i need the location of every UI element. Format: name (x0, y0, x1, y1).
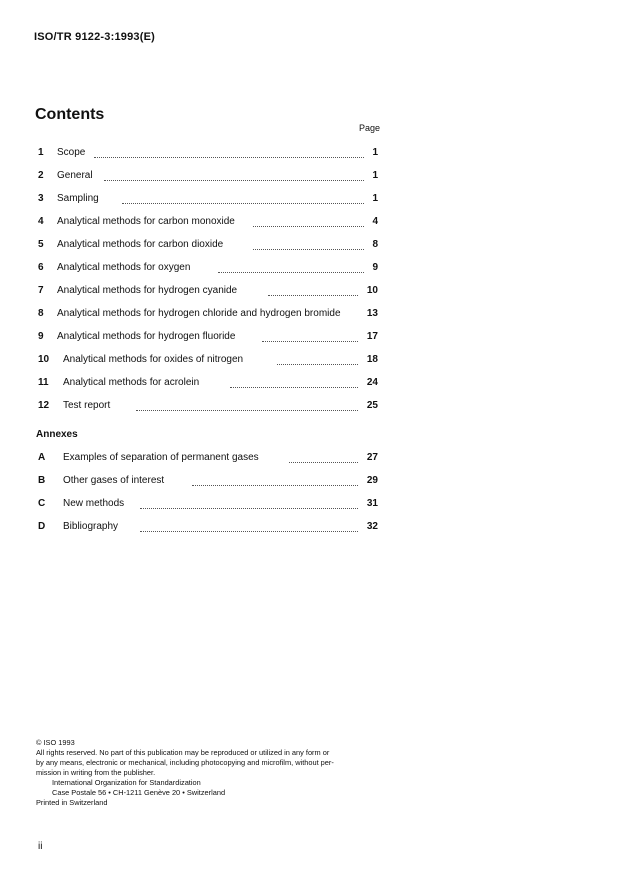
toc-entry-page: 1 (372, 147, 378, 158)
toc-entry-label: Analytical methods for hydrogen cyanide (57, 285, 238, 296)
dot-leader (218, 271, 364, 273)
copyright-notice (36, 738, 386, 808)
annex-page: 27 (366, 452, 378, 463)
toc-entry-label: General (57, 170, 93, 181)
toc-entry-number: 2 (38, 170, 44, 181)
toc-entry-number: 6 (38, 262, 44, 273)
dot-leader (122, 202, 364, 204)
toc-entry[interactable] (36, 239, 378, 253)
toc-entry-label: Analytical methods for carbon monoxide (57, 216, 235, 227)
toc-entry-number: 11 (38, 377, 49, 388)
toc-entry-page: 10 (366, 285, 378, 296)
toc-entry-label: Analytical methods for acrolein (63, 377, 200, 388)
toc-entry-page: 13 (366, 308, 378, 319)
toc-entry-page: 9 (372, 262, 378, 273)
toc-entry-page: 17 (366, 331, 378, 342)
annex-label: Other gases of interest (63, 475, 165, 486)
toc-entry-page: 25 (366, 400, 378, 411)
toc-entry[interactable] (36, 262, 378, 276)
toc-entry-page: 4 (372, 216, 378, 227)
toc-entry-label: Analytical methods for hydrogen fluoride (57, 331, 236, 342)
annex-label: New methods (63, 498, 125, 509)
dot-leader (104, 179, 364, 181)
page-column-label: Page (359, 123, 381, 133)
toc-entry-number: 10 (38, 354, 50, 365)
toc-entry-page: 1 (372, 170, 378, 181)
toc-entry-page: 8 (372, 239, 378, 250)
annex-page: 32 (366, 521, 378, 532)
toc-entry-label: Analytical methods for oxides of nitrogen (63, 354, 244, 365)
toc-entry[interactable] (36, 216, 378, 230)
page-number: ii (38, 841, 43, 852)
dot-leader (253, 248, 364, 250)
toc-entry[interactable] (36, 193, 378, 207)
printed-in: Printed in Switzerland (36, 798, 108, 807)
organization-address: Case Postale 56 • CH-1211 Genève 20 • Switzerland (52, 788, 226, 797)
toc-entry-label: Analytical methods for carbon dioxide (57, 239, 224, 250)
organization-name: International Organization for Standardization (52, 778, 201, 787)
annex-entry[interactable] (36, 521, 378, 535)
dot-leader (140, 530, 358, 532)
dot-leader (136, 409, 358, 411)
toc-entry-number: 12 (38, 400, 50, 411)
toc-entry-label: Scope (57, 147, 86, 158)
dot-leader (268, 294, 358, 296)
toc-entry-number: 3 (38, 193, 44, 204)
copyright-symbol-line: © ISO 1993 (36, 738, 75, 747)
toc-entry-page: 24 (366, 377, 378, 388)
toc-entry-label: Analytical methods for hydrogen chloride and hydrogen bromide (57, 308, 341, 319)
toc-entry[interactable] (36, 400, 378, 414)
toc-entry[interactable] (36, 354, 378, 368)
toc-entry-number: 7 (38, 285, 44, 296)
toc-entry[interactable] (36, 285, 378, 299)
dot-leader (277, 363, 358, 365)
toc-entry-label: Test report (63, 400, 111, 411)
annex-page: 31 (366, 498, 378, 509)
dot-leader (192, 484, 358, 486)
toc-entry-number: 8 (38, 308, 44, 319)
copyright-text: All rights reserved. No part of this publication may be reproduced or utilized in any form or (36, 748, 330, 757)
toc-entry-number: 5 (38, 239, 44, 250)
toc-entry[interactable] (36, 170, 378, 184)
toc-entry-number: 1 (38, 147, 44, 158)
toc-entry[interactable] (36, 308, 378, 322)
annex-entry[interactable] (36, 452, 378, 466)
copyright-text: by any means, electronic or mechanical, including photocopying and microfilm, without per- (36, 758, 334, 767)
toc-entry-page: 1 (372, 193, 378, 204)
document-id-header: ISO/TR 9122-3:1993(E) (34, 31, 155, 43)
dot-leader (140, 507, 358, 509)
dot-leader (230, 386, 358, 388)
toc-entry[interactable] (36, 147, 378, 161)
dot-leader (253, 225, 364, 227)
dot-leader (289, 461, 358, 463)
annex-label: Examples of separation of permanent gases (63, 452, 259, 463)
annexes-heading: Annexes (36, 429, 78, 440)
toc-entry-number: 9 (38, 331, 44, 342)
toc-entry[interactable] (36, 331, 378, 345)
toc-entry-label: Analytical methods for oxygen (57, 262, 191, 273)
annex-entry[interactable] (36, 475, 378, 489)
annex-page: 29 (366, 475, 378, 486)
annex-letter: A (38, 452, 46, 463)
annex-label: Bibliography (63, 521, 119, 532)
toc-entry-number: 4 (38, 216, 44, 227)
toc-entry-label: Sampling (57, 193, 99, 204)
annex-entry[interactable] (36, 498, 378, 512)
copyright-text: mission in writing from the publisher. (36, 768, 156, 777)
contents-title: Contents (35, 106, 105, 123)
dot-leader (262, 340, 358, 342)
annex-letter: B (38, 475, 46, 486)
annex-letter: C (38, 498, 46, 509)
toc-entry[interactable] (36, 377, 378, 391)
annex-letter: D (38, 521, 46, 532)
dot-leader (94, 156, 364, 158)
toc-entry-page: 18 (366, 354, 378, 365)
